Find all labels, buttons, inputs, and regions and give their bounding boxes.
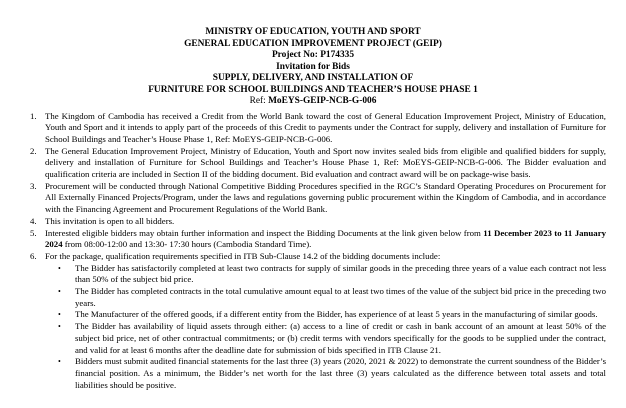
project-title: GENERAL EDUCATION IMPROVEMENT PROJECT (GEIP) [184, 38, 442, 49]
subject-line-2: FURNITURE FOR SCHOOL BUILDINGS AND TEACHER’S HOUSE PHASE 1 [148, 84, 478, 95]
bullet-text: The Manufacturer of the offered goods, if a different entity from the Bidder, has experience of at least 5 years in the manufacturing of similar goods. [75, 309, 598, 320]
item-number: 1. [30, 110, 37, 121]
bullet-icon: • [58, 287, 61, 297]
bullet-text: The Bidder has availability of liquid assets through either: (a) access to a line of credit or cash in bank account of an amount at least 50% of the subject bid price, net of other contractual commitments; or (b) credit terms with vendors specifically for the goods to be supplied under the contract, and valid for at least 6 months after the deadline date for submission of bids specified in ITB Clause 21. [75, 321, 606, 355]
item-text [45, 228, 606, 251]
bullet-icon: • [58, 310, 61, 320]
reference-label: Ref: [249, 96, 269, 106]
item-text: For the package, qualification requirements specified in ITB Sub-Clause 14.2 of the bidding documents include: [45, 250, 441, 261]
item-number: 6. [30, 250, 37, 261]
bullet-text: The Bidder has completed contracts in the total cumulative amount equal to at least two times of the value of the subject bid price in the preceding two years. [75, 286, 606, 308]
item-text-pre: Interested eligible bidders may obtain further information and inspect the Bidding Documents at the link given below from [45, 227, 484, 238]
ministry-title: MINISTRY OF EDUCATION, YOUTH AND SPORT [205, 27, 421, 37]
bullet-icon: • [58, 357, 61, 367]
bullet-item-4 [30, 321, 606, 356]
item-text: Procurement will be conducted through National Competitive Bidding Procedures specified in the RGC’s Standard Operating Procedures on Procurement for All Externally Financed Projects/Program, under the laws and regulations governing public procurement within the Kingdom of Cambodia, and in accordance with the Financing Agreement and Procurement Regulations of the World Bank. [45, 180, 606, 215]
item-number: 4. [30, 215, 37, 226]
reference-line [0, 96, 626, 108]
list-item-5 [30, 228, 606, 251]
item-number: 2. [30, 145, 37, 156]
item-number: 5. [30, 227, 37, 238]
list-item-3 [30, 181, 606, 216]
bid-period-dates: 11 December 2023 to 11 January 2024 [45, 227, 606, 250]
item-text-post: from 08:00-12:00 and 13:30- 17:30 hours (Cambodia Standard Time). [62, 239, 312, 250]
subject-line-1: SUPPLY, DELIVERY, AND INSTALLATION OF [212, 73, 414, 83]
item-number: 3. [30, 180, 37, 191]
bullet-text: Bidders must submit audited financial statements for the last three (3) years (2020, 2021 & 2022) to demonstrate the current soundness of the Bidder’s financial position. As a minimum, the Bidder’s net worth for the last three (3) years calculated as the difference between total assets and total liabilities should be positive. [75, 356, 606, 390]
invitation-for-bids-title: Invitation for Bids [276, 61, 350, 72]
reference-number: MoEYS-GEIP-NCB-G-006 [268, 96, 377, 106]
bullet-item-3 [30, 309, 606, 321]
item-text: The Kingdom of Cambodia has received a Credit from the World Bank toward the cost of General Education Improvement Project, Ministry of Education, Youth and Sport and it intends to apply part of the proceeds of this Credit to payments under the Contract for supply, delivery and installation of Furniture for School Buildings and Teacher’s House Phase 1, Ref: MoEYS-GEIP-NCB-G-006. [45, 110, 606, 144]
bullet-item-2 [30, 286, 606, 309]
list-item-4 [30, 216, 606, 228]
list-item-2 [30, 146, 606, 181]
list-item-1 [30, 111, 606, 146]
bullet-icon: • [58, 322, 61, 332]
bullet-text: The Bidder has satisfactorily completed at least two contracts for supply of similar goods in the preceding three years of a value each contract not less than 50% of the subject bid price. [75, 262, 606, 285]
item-text: The General Education Improvement Project, Ministry of Education, Youth and Sport now invites sealed bids from eligible and qualified bidders for supply, delivery and installation of Furniture for School Buildings and Teacher’s House Phase 1, Ref: MoEYS-GEIP-NCB-G-006. The Bidder evaluation and qualification criteria are included in Section II of the bidding document. Bid evaluation and contract award will be on package-wise basis. [45, 145, 606, 180]
bullet-item-1 [30, 263, 606, 286]
item-text: This invitation is open to all bidders. [45, 215, 175, 226]
list-item-6 [30, 251, 606, 263]
bullet-item-5 [30, 356, 606, 391]
bullet-icon: • [58, 263, 61, 273]
document-body [0, 108, 626, 392]
project-number: Project No: P174335 [271, 50, 355, 60]
document-header [0, 0, 626, 108]
